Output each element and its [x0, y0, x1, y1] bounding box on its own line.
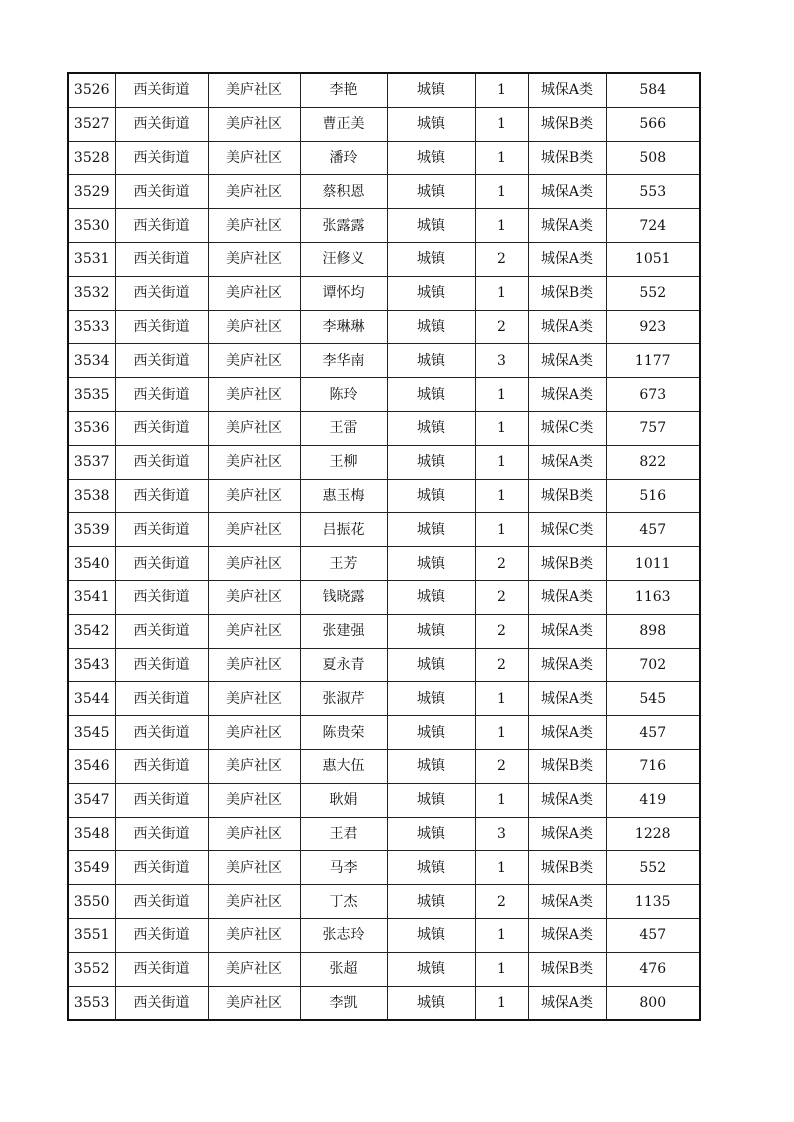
street-cell: 西关街道 [115, 107, 208, 141]
street-cell: 西关街道 [115, 73, 208, 107]
household-count-cell: 3 [475, 344, 528, 378]
amount-cell: 584 [606, 73, 700, 107]
category-cell: 城保A类 [528, 175, 606, 209]
amount-cell: 457 [606, 716, 700, 750]
table-row [68, 783, 700, 817]
street-cell: 西关街道 [115, 141, 208, 175]
table-row [68, 141, 700, 175]
community-cell: 美庐社区 [208, 547, 300, 581]
household-count-cell: 2 [475, 242, 528, 276]
amount-cell: 1177 [606, 344, 700, 378]
amount-cell: 923 [606, 310, 700, 344]
amount-cell: 673 [606, 378, 700, 412]
category-cell: 城保B类 [528, 952, 606, 986]
household-count-cell: 2 [475, 614, 528, 648]
street-cell: 西关街道 [115, 648, 208, 682]
table-row [68, 851, 700, 885]
community-cell: 美庐社区 [208, 918, 300, 952]
record-number-cell: 3536 [68, 411, 115, 445]
household-count-cell: 1 [475, 783, 528, 817]
household-count-cell: 1 [475, 276, 528, 310]
area-type-cell: 城镇 [387, 445, 475, 479]
category-cell: 城保C类 [528, 411, 606, 445]
table-row [68, 378, 700, 412]
category-cell: 城保A类 [528, 445, 606, 479]
street-cell: 西关街道 [115, 817, 208, 851]
table-row [68, 682, 700, 716]
record-number-cell: 3537 [68, 445, 115, 479]
amount-cell: 552 [606, 851, 700, 885]
category-cell: 城保A类 [528, 310, 606, 344]
area-type-cell: 城镇 [387, 378, 475, 412]
community-cell: 美庐社区 [208, 107, 300, 141]
area-type-cell: 城镇 [387, 817, 475, 851]
record-number-cell: 3531 [68, 242, 115, 276]
community-cell: 美庐社区 [208, 276, 300, 310]
community-cell: 美庐社区 [208, 783, 300, 817]
table-row [68, 209, 700, 243]
amount-cell: 566 [606, 107, 700, 141]
household-count-cell: 1 [475, 141, 528, 175]
street-cell: 西关街道 [115, 344, 208, 378]
street-cell: 西关街道 [115, 445, 208, 479]
table-row [68, 479, 700, 513]
household-count-cell: 1 [475, 952, 528, 986]
community-cell: 美庐社区 [208, 175, 300, 209]
community-cell: 美庐社区 [208, 141, 300, 175]
table-row [68, 344, 700, 378]
name-cell: 陈贵荣 [300, 716, 387, 750]
street-cell: 西关街道 [115, 986, 208, 1020]
community-cell: 美庐社区 [208, 378, 300, 412]
amount-cell: 457 [606, 513, 700, 547]
record-number-cell: 3550 [68, 885, 115, 919]
household-count-cell: 1 [475, 513, 528, 547]
household-count-cell: 1 [475, 411, 528, 445]
amount-cell: 716 [606, 749, 700, 783]
table-row [68, 580, 700, 614]
category-cell: 城保A类 [528, 209, 606, 243]
table-row [68, 986, 700, 1020]
table-row [68, 716, 700, 750]
name-cell: 马李 [300, 851, 387, 885]
name-cell: 耿娟 [300, 783, 387, 817]
area-type-cell: 城镇 [387, 716, 475, 750]
table-row [68, 445, 700, 479]
street-cell: 西关街道 [115, 378, 208, 412]
category-cell: 城保B类 [528, 851, 606, 885]
household-count-cell: 2 [475, 547, 528, 581]
record-number-cell: 3543 [68, 648, 115, 682]
area-type-cell: 城镇 [387, 682, 475, 716]
table-row [68, 749, 700, 783]
amount-cell: 545 [606, 682, 700, 716]
amount-cell: 757 [606, 411, 700, 445]
community-cell: 美庐社区 [208, 749, 300, 783]
amount-cell: 508 [606, 141, 700, 175]
record-number-cell: 3527 [68, 107, 115, 141]
record-number-cell: 3545 [68, 716, 115, 750]
category-cell: 城保A类 [528, 580, 606, 614]
area-type-cell: 城镇 [387, 986, 475, 1020]
area-type-cell: 城镇 [387, 479, 475, 513]
name-cell: 张淑芹 [300, 682, 387, 716]
community-cell: 美庐社区 [208, 242, 300, 276]
category-cell: 城保A类 [528, 648, 606, 682]
name-cell: 张超 [300, 952, 387, 986]
name-cell: 李凯 [300, 986, 387, 1020]
table-row [68, 614, 700, 648]
amount-cell: 1163 [606, 580, 700, 614]
amount-cell: 724 [606, 209, 700, 243]
amount-cell: 457 [606, 918, 700, 952]
community-cell: 美庐社区 [208, 851, 300, 885]
area-type-cell: 城镇 [387, 952, 475, 986]
area-type-cell: 城镇 [387, 749, 475, 783]
category-cell: 城保B类 [528, 141, 606, 175]
community-cell: 美庐社区 [208, 344, 300, 378]
category-cell: 城保B类 [528, 479, 606, 513]
street-cell: 西关街道 [115, 310, 208, 344]
household-count-cell: 2 [475, 580, 528, 614]
table-row [68, 817, 700, 851]
name-cell: 夏永青 [300, 648, 387, 682]
category-cell: 城保A类 [528, 783, 606, 817]
household-count-cell: 1 [475, 682, 528, 716]
category-cell: 城保B类 [528, 107, 606, 141]
record-number-cell: 3551 [68, 918, 115, 952]
amount-cell: 516 [606, 479, 700, 513]
community-cell: 美庐社区 [208, 817, 300, 851]
record-number-cell: 3526 [68, 73, 115, 107]
name-cell: 李华南 [300, 344, 387, 378]
name-cell: 潘玲 [300, 141, 387, 175]
street-cell: 西关街道 [115, 716, 208, 750]
area-type-cell: 城镇 [387, 851, 475, 885]
household-count-cell: 2 [475, 648, 528, 682]
name-cell: 王芳 [300, 547, 387, 581]
area-type-cell: 城镇 [387, 614, 475, 648]
records-table [67, 72, 701, 1021]
table-row [68, 107, 700, 141]
community-cell: 美庐社区 [208, 614, 300, 648]
table-row [68, 242, 700, 276]
street-cell: 西关街道 [115, 175, 208, 209]
table-row [68, 547, 700, 581]
category-cell: 城保C类 [528, 513, 606, 547]
community-cell: 美庐社区 [208, 479, 300, 513]
area-type-cell: 城镇 [387, 209, 475, 243]
table-row [68, 648, 700, 682]
street-cell: 西关街道 [115, 209, 208, 243]
category-cell: 城保B类 [528, 749, 606, 783]
street-cell: 西关街道 [115, 885, 208, 919]
table-row [68, 952, 700, 986]
street-cell: 西关街道 [115, 513, 208, 547]
street-cell: 西关街道 [115, 411, 208, 445]
name-cell: 陈玲 [300, 378, 387, 412]
name-cell: 曹正美 [300, 107, 387, 141]
street-cell: 西关街道 [115, 580, 208, 614]
record-number-cell: 3546 [68, 749, 115, 783]
community-cell: 美庐社区 [208, 952, 300, 986]
community-cell: 美庐社区 [208, 682, 300, 716]
category-cell: 城保A类 [528, 986, 606, 1020]
category-cell: 城保A类 [528, 885, 606, 919]
street-cell: 西关街道 [115, 614, 208, 648]
table-row [68, 276, 700, 310]
household-count-cell: 1 [475, 209, 528, 243]
amount-cell: 1228 [606, 817, 700, 851]
area-type-cell: 城镇 [387, 242, 475, 276]
community-cell: 美庐社区 [208, 310, 300, 344]
record-number-cell: 3528 [68, 141, 115, 175]
community-cell: 美庐社区 [208, 986, 300, 1020]
household-count-cell: 1 [475, 73, 528, 107]
amount-cell: 1011 [606, 547, 700, 581]
category-cell: 城保A类 [528, 716, 606, 750]
community-cell: 美庐社区 [208, 513, 300, 547]
area-type-cell: 城镇 [387, 648, 475, 682]
area-type-cell: 城镇 [387, 276, 475, 310]
name-cell: 谭怀均 [300, 276, 387, 310]
name-cell: 蔡积恩 [300, 175, 387, 209]
amount-cell: 1135 [606, 885, 700, 919]
area-type-cell: 城镇 [387, 885, 475, 919]
household-count-cell: 1 [475, 918, 528, 952]
amount-cell: 1051 [606, 242, 700, 276]
record-number-cell: 3538 [68, 479, 115, 513]
table-row [68, 310, 700, 344]
amount-cell: 800 [606, 986, 700, 1020]
area-type-cell: 城镇 [387, 580, 475, 614]
street-cell: 西关街道 [115, 547, 208, 581]
area-type-cell: 城镇 [387, 73, 475, 107]
category-cell: 城保B类 [528, 276, 606, 310]
area-type-cell: 城镇 [387, 344, 475, 378]
amount-cell: 898 [606, 614, 700, 648]
category-cell: 城保A类 [528, 378, 606, 412]
table-row [68, 411, 700, 445]
street-cell: 西关街道 [115, 952, 208, 986]
street-cell: 西关街道 [115, 783, 208, 817]
table-row [68, 513, 700, 547]
household-count-cell: 2 [475, 749, 528, 783]
amount-cell: 553 [606, 175, 700, 209]
area-type-cell: 城镇 [387, 918, 475, 952]
household-count-cell: 1 [475, 479, 528, 513]
record-number-cell: 3548 [68, 817, 115, 851]
table-row [68, 918, 700, 952]
area-type-cell: 城镇 [387, 547, 475, 581]
category-cell: 城保A类 [528, 73, 606, 107]
record-number-cell: 3529 [68, 175, 115, 209]
street-cell: 西关街道 [115, 749, 208, 783]
record-number-cell: 3534 [68, 344, 115, 378]
amount-cell: 702 [606, 648, 700, 682]
area-type-cell: 城镇 [387, 513, 475, 547]
household-count-cell: 1 [475, 851, 528, 885]
community-cell: 美庐社区 [208, 885, 300, 919]
household-count-cell: 3 [475, 817, 528, 851]
amount-cell: 552 [606, 276, 700, 310]
area-type-cell: 城镇 [387, 411, 475, 445]
household-count-cell: 1 [475, 445, 528, 479]
record-number-cell: 3552 [68, 952, 115, 986]
name-cell: 张建强 [300, 614, 387, 648]
record-number-cell: 3544 [68, 682, 115, 716]
community-cell: 美庐社区 [208, 716, 300, 750]
category-cell: 城保A类 [528, 344, 606, 378]
area-type-cell: 城镇 [387, 107, 475, 141]
name-cell: 吕振花 [300, 513, 387, 547]
amount-cell: 476 [606, 952, 700, 986]
name-cell: 王柳 [300, 445, 387, 479]
category-cell: 城保A类 [528, 614, 606, 648]
area-type-cell: 城镇 [387, 175, 475, 209]
community-cell: 美庐社区 [208, 411, 300, 445]
record-number-cell: 3549 [68, 851, 115, 885]
street-cell: 西关街道 [115, 851, 208, 885]
community-cell: 美庐社区 [208, 73, 300, 107]
household-count-cell: 1 [475, 107, 528, 141]
record-number-cell: 3532 [68, 276, 115, 310]
category-cell: 城保A类 [528, 918, 606, 952]
category-cell: 城保A类 [528, 242, 606, 276]
category-cell: 城保A类 [528, 817, 606, 851]
household-count-cell: 1 [475, 175, 528, 209]
amount-cell: 419 [606, 783, 700, 817]
record-number-cell: 3533 [68, 310, 115, 344]
amount-cell: 822 [606, 445, 700, 479]
category-cell: 城保A类 [528, 682, 606, 716]
name-cell: 丁杰 [300, 885, 387, 919]
community-cell: 美庐社区 [208, 445, 300, 479]
record-number-cell: 3547 [68, 783, 115, 817]
record-number-cell: 3541 [68, 580, 115, 614]
community-cell: 美庐社区 [208, 209, 300, 243]
household-count-cell: 1 [475, 716, 528, 750]
household-count-cell: 2 [475, 310, 528, 344]
street-cell: 西关街道 [115, 242, 208, 276]
name-cell: 张露露 [300, 209, 387, 243]
household-count-cell: 2 [475, 885, 528, 919]
name-cell: 张志玲 [300, 918, 387, 952]
street-cell: 西关街道 [115, 682, 208, 716]
community-cell: 美庐社区 [208, 648, 300, 682]
name-cell: 李艳 [300, 73, 387, 107]
category-cell: 城保B类 [528, 547, 606, 581]
table-row [68, 73, 700, 107]
record-number-cell: 3539 [68, 513, 115, 547]
community-cell: 美庐社区 [208, 580, 300, 614]
record-number-cell: 3553 [68, 986, 115, 1020]
record-number-cell: 3540 [68, 547, 115, 581]
name-cell: 王雷 [300, 411, 387, 445]
table-row [68, 885, 700, 919]
record-number-cell: 3535 [68, 378, 115, 412]
name-cell: 李琳琳 [300, 310, 387, 344]
record-number-cell: 3530 [68, 209, 115, 243]
name-cell: 王君 [300, 817, 387, 851]
name-cell: 钱晓露 [300, 580, 387, 614]
area-type-cell: 城镇 [387, 141, 475, 175]
household-count-cell: 1 [475, 378, 528, 412]
record-number-cell: 3542 [68, 614, 115, 648]
table-body [68, 73, 700, 1020]
street-cell: 西关街道 [115, 276, 208, 310]
name-cell: 惠大伍 [300, 749, 387, 783]
table-row [68, 175, 700, 209]
name-cell: 汪修义 [300, 242, 387, 276]
name-cell: 惠玉梅 [300, 479, 387, 513]
street-cell: 西关街道 [115, 479, 208, 513]
street-cell: 西关街道 [115, 918, 208, 952]
area-type-cell: 城镇 [387, 783, 475, 817]
household-count-cell: 1 [475, 986, 528, 1020]
area-type-cell: 城镇 [387, 310, 475, 344]
